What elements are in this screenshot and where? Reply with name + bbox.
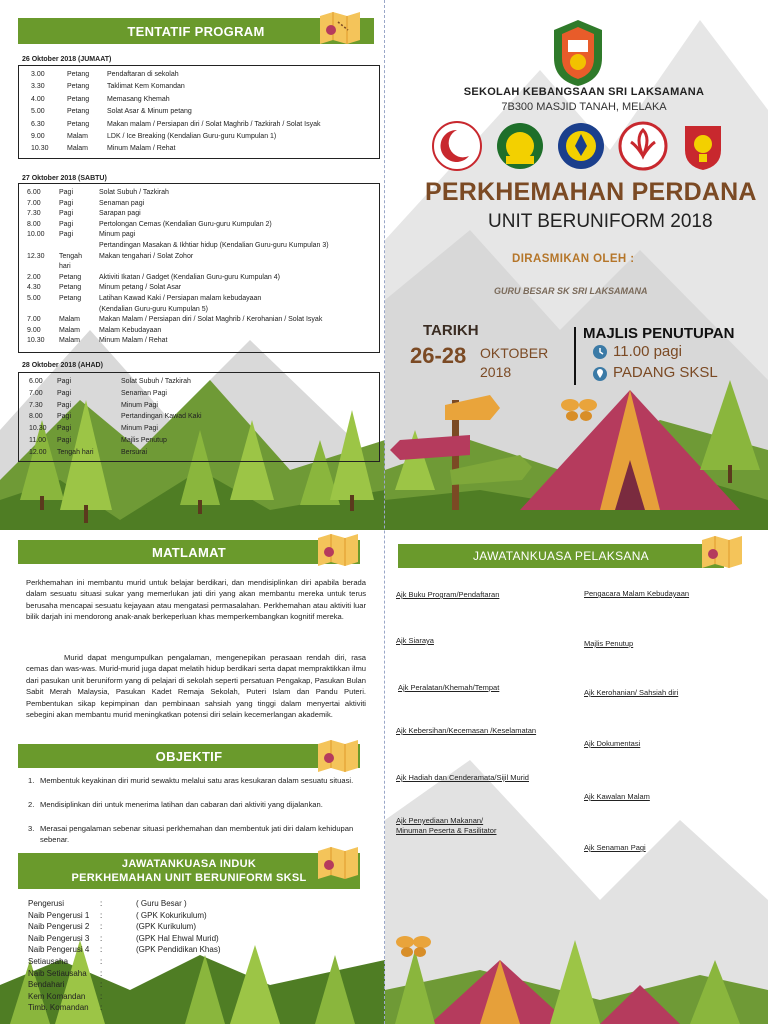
- uniform-logos: [425, 120, 761, 170]
- schedule-time: 11.00: [29, 437, 46, 444]
- day2-schedule: [18, 183, 380, 353]
- ajk-right-item: Ajk Kerohanian/ Sahsiah diri: [584, 688, 679, 697]
- map-icon: [700, 534, 744, 568]
- induk-note: ( GPK Kokurikulum): [136, 910, 207, 920]
- schedule-activity: Pertandingan Masakan & Ikhtiar hidup (Kendalian Guru-guru Kumpulan 3): [99, 242, 329, 249]
- induk-note: (GPK Hal Ehwal Murid): [136, 933, 219, 943]
- date-year: 2018: [480, 364, 512, 380]
- schedule-time: 7.30: [27, 210, 41, 218]
- schedule-activity: Solat Subuh / Tazkirah: [99, 189, 169, 196]
- schedule-session: Pagi: [57, 425, 72, 433]
- ajk-left-item: Ajk Buku Program/Pendaftaran: [396, 590, 500, 599]
- pelaksana-title: JAWATANKUASA PELAKSANA: [473, 549, 649, 563]
- officiator-name: GURU BESAR SK SRI LAKSAMANA: [494, 286, 648, 296]
- cover-title-1: PERKHEMAHAN PERDANA: [425, 178, 757, 206]
- schedule-session: Petang: [59, 273, 82, 281]
- schedule-activity: (Kendalian Guru-guru Kumpulan 5): [99, 305, 208, 313]
- schedule-session: Pagi: [59, 220, 74, 228]
- ajk-right-item: Ajk Kawalan Malam: [584, 792, 650, 801]
- induk-colon: :: [100, 980, 103, 990]
- induk-title-2: PERKHEMAHAN UNIT BERUNIFORM SKSL: [71, 872, 307, 884]
- cadet-logo-icon: [681, 120, 725, 172]
- objektif-item-text: Membentuk keyakinan diri murid sewaktu melalui satu aras kesukaran dalam sesuatu situasi.: [40, 776, 354, 785]
- matlamat-paragraph-2: Murid dapat mengumpulkan pengalaman, mengenepikan perasaan rendah diri, rasa cemas dan was-was. Murid-murid juga dapat melatih hidup berdikari serta dapat mempraktikkan ilmu dari pasukan unit beruniform yang di pelajari di sekolah seperti persatuan Pengakap, Pasukan Bulan Sabit Merah Malaysia, Pasukan Kadet Remaja Sekolah, Puteri Islam dan Pandu Puteri. Pembentukan sikap kepimpinan dan pembinaan sahsiah yang tinggi dalam menyertai aktiviti sebegini akan membantu murid meningkatkan potensi diri selain kecemerlangan akademik.: [26, 653, 366, 720]
- puteri-logo-icon: [495, 120, 545, 172]
- schedule-time: 7.30: [29, 401, 43, 409]
- schedule-activity: Solat Asar & Minum petang: [107, 108, 192, 116]
- schedule-activity: Aktiviti Ikatan / Gadget (Kendalian Guru-guru Kumpulan 4): [99, 273, 280, 281]
- induk-note: (GPK Kurikulum): [136, 922, 197, 932]
- schedule-activity: Solat Subuh / Tazkirah: [121, 378, 191, 385]
- schedule-activity: Makan Malam / Persiapan diri / Solat Maghrib / Kerohanian / Solat Isyak: [99, 316, 323, 324]
- induk-note: (GPK Pendidikan Khas): [136, 945, 221, 955]
- pelaksana-header: [398, 544, 724, 568]
- schedule-session: Pagi: [59, 189, 74, 196]
- schedule-session: Malam: [59, 316, 81, 324]
- induk-colon: :: [100, 933, 103, 943]
- ajk-left-item: Ajk Peralatan/Khemah/Tempat: [398, 683, 500, 692]
- schedule-time: 2.00: [27, 273, 41, 281]
- cover-divider: [574, 327, 576, 385]
- schedule-activity: Sarapan pagi: [99, 210, 141, 218]
- schedule-time: 10.30: [31, 145, 49, 153]
- schedule-time: 6.30: [31, 120, 45, 128]
- schedule-time: 9.00: [27, 326, 41, 334]
- schedule-activity: LDK / Ice Breaking (Kendalian Guru-guru Kumpulan 1): [107, 133, 277, 140]
- objektif-item: 3. Merasai pengalaman sebenar situasi perkhemahan dan membentuk jati diri dalam kehidupan sebenar.: [28, 823, 358, 845]
- objektif-item: 1. Membentuk keyakinan diri murid sewaktu melalui satu aras kesukaran dalam sesuatu situasi.: [28, 775, 358, 786]
- schedule-activity: Minum Pagi: [121, 401, 158, 409]
- schedule-activity: Makan malam / Persiapan diri / Solat Maghrib / Tazkirah / Solat Isyak: [107, 120, 321, 128]
- induk-colon: :: [100, 910, 103, 920]
- closing-place: PADANG SKSL: [613, 364, 718, 381]
- schedule-session: Petang: [59, 284, 82, 292]
- induk-colon: :: [100, 957, 103, 966]
- schedule-time: 8.00: [27, 220, 41, 228]
- induk-colon: :: [100, 899, 103, 908]
- schedule-activity: Minum pagi: [99, 231, 136, 239]
- ajk-right-item: Ajk Senaman Pagi: [584, 843, 646, 852]
- matlamat-header: [18, 540, 360, 564]
- schedule-session: Malam: [59, 337, 81, 345]
- day3-schedule: [18, 372, 380, 462]
- tentatif-title: TENTATIF PROGRAM: [127, 23, 265, 39]
- schedule-time: 7.00: [27, 199, 41, 207]
- schedule-time: 12.30: [27, 252, 45, 260]
- schedule-session: Petang: [67, 108, 90, 116]
- objektif-item: 2. Mendisiplinkan diri untuk menerima latihan dan cabaran dari aktiviti yang dijalankan.: [28, 799, 358, 810]
- officiated-label: DIRASMIKAN OLEH :: [512, 253, 635, 265]
- induk-role: Bendahari: [28, 980, 65, 990]
- clock-icon: [592, 344, 608, 360]
- schedule-session: Pagi: [57, 413, 72, 421]
- ajk-right-item: Majlis Penutup: [584, 639, 634, 648]
- school-crest-icon: [548, 18, 608, 88]
- schedule-session: Pagi: [59, 210, 74, 218]
- day2-label: 27 Oktober 2018 (SABTU): [22, 175, 107, 182]
- schedule-session: Pagi: [57, 389, 72, 397]
- schedule-session: Pagi: [59, 231, 74, 239]
- schedule-session: hari: [59, 263, 71, 271]
- induk-role: Naib Pengerusi 4: [28, 945, 90, 955]
- schedule-activity: Pertolongan Cemas (Kendalian Guru-guru Kumpulan 2): [99, 220, 272, 228]
- fold-line: [384, 0, 385, 1024]
- map-icon: [316, 738, 360, 772]
- induk-list: [28, 899, 358, 1021]
- schedule-session: Pagi: [57, 401, 72, 409]
- induk-colon: :: [100, 945, 103, 955]
- induk-colon: :: [100, 991, 103, 1001]
- pandu-puteri-logo-icon: [556, 120, 606, 172]
- schedule-activity: Memasang Khemah: [107, 95, 170, 103]
- schedule-activity: Minum Pagi: [121, 425, 158, 433]
- schedule-activity: Latihan Kawad Kaki / Persiapan malam kebudayaan: [99, 295, 262, 302]
- red-crescent-logo-icon: [431, 120, 483, 172]
- schedule-time: 9.00: [31, 133, 45, 140]
- schedule-time: 7.00: [27, 316, 41, 324]
- matlamat-title: MATLAMAT: [151, 544, 227, 560]
- ajk-left-item: Ajk Siaraya: [396, 636, 434, 645]
- matlamat-paragraph-1: Perkhemahan ini membantu murid untuk belajar berdikari, dan mendisiplinkan diri apabila berada dalam sesuatu situasi sukar yang memerlukan jati diri yang akan membantu mereka untuk terus berusaha mencapai sesuatu kejayaan atau mengatasi permasalahan. Perkhemahan atau aktiviti luar bilik darjah ini mendorong anak-anak berkeperluan khas memperkembangkan kognitif mereka.: [26, 578, 366, 622]
- induk-role: Pengerusi: [28, 899, 65, 908]
- ajk-left-item: Ajk Hadiah dan Cenderamata/Sijil Murid: [396, 773, 529, 782]
- schedule-activity: Minum Malam / Rehat: [107, 145, 176, 153]
- schedule-session: Petang: [67, 83, 90, 91]
- schedule-time: 3.00: [31, 71, 45, 78]
- induk-role: Naib Pengerusi 2: [28, 922, 90, 932]
- schedule-activity: Taklimat Kem Komandan: [107, 83, 185, 91]
- schedule-activity: Minum petang / Solat Asar: [99, 284, 182, 292]
- ajk-left-item: Ajk Penyediaan Makanan/: [396, 816, 484, 825]
- induk-header: [18, 853, 360, 889]
- induk-title-1: JAWATANKUASA INDUK: [121, 858, 257, 870]
- ajk-right-item: Pengacara Malam Kebudayaan: [584, 589, 690, 598]
- induk-colon: :: [100, 922, 103, 932]
- schedule-session: Pagi: [57, 437, 72, 444]
- induk-colon: :: [100, 1003, 103, 1013]
- schedule-session: Malam: [67, 133, 89, 140]
- schedule-time: 6.00: [27, 189, 41, 196]
- schedule-time: 10.30: [27, 337, 45, 345]
- induk-role: Setiausaha: [28, 957, 69, 966]
- schedule-time: 10.00: [27, 231, 45, 239]
- cover-title-2: UNIT BERUNIFORM 2018: [488, 211, 713, 232]
- schedule-session: Petang: [67, 95, 90, 103]
- schedule-activity: Minum Malam / Rehat: [99, 337, 168, 345]
- schedule-session: Petang: [59, 295, 82, 302]
- schedule-session: Pagi: [57, 378, 72, 385]
- schedule-time: 4.30: [27, 284, 41, 292]
- schedule-activity: Majlis Penutup: [121, 437, 167, 444]
- induk-role: Naib Pengerusi 3: [28, 933, 90, 943]
- schedule-activity: Senaman Pagi: [121, 389, 167, 397]
- schedule-activity: Bersurai: [121, 448, 148, 456]
- closing-time: 11.00 pagi: [613, 343, 682, 360]
- schedule-time: 5.00: [31, 108, 45, 116]
- schedule-activity: Senaman pagi: [99, 199, 145, 207]
- induk-note: ( Guru Besar ): [136, 899, 187, 908]
- day3-label: 28 Oktober 2018 (AHAD): [22, 362, 103, 369]
- schedule-time: 12.00: [29, 448, 47, 456]
- schedule-session: Malam: [59, 326, 81, 334]
- induk-colon: :: [100, 968, 103, 978]
- school-name: SEKOLAH KEBANGSAAN SRI LAKSAMANA: [463, 86, 705, 98]
- schedule-time: 10.30: [29, 425, 47, 433]
- objektif-item-text: Mendisiplinkan diri untuk menerima latihan dan cabaran dari aktiviti yang dijalankan.: [40, 800, 323, 809]
- date-label: TARIKH: [423, 322, 479, 339]
- induk-role: Naib Pengerusi 1: [28, 910, 90, 920]
- schedule-session: Tengah: [59, 252, 82, 260]
- schedule-activity: Malam Kebudayaan: [99, 326, 162, 334]
- schedule-session: Malam: [67, 145, 89, 153]
- ajk-left-item: Ajk Kebersihan/Kecemasan /Keselamatan: [396, 726, 537, 735]
- day1-schedule: [18, 65, 380, 159]
- objektif-header: [18, 744, 360, 768]
- induk-role: Timb. Komandan: [28, 1003, 89, 1013]
- objektif-item-text: Merasai pengalaman sebenar situasi perkhemahan dan membentuk jati diri dalam kehidupan sebenar.: [40, 824, 354, 844]
- ajk-right-item: Ajk Dokumentasi: [584, 739, 641, 748]
- schedule-activity: Makan tengahari / Solat Zohor: [99, 252, 194, 260]
- schedule-time: 5.00: [27, 295, 41, 302]
- schedule-time: 8.00: [29, 413, 43, 421]
- schedule-session: Tengah hari: [57, 448, 94, 456]
- day1-label: 26 Oktober 2018 (JUMAAT): [22, 56, 112, 63]
- closing-label: MAJLIS PENUTUPAN: [583, 325, 735, 342]
- induk-role: Kem Komandan: [28, 991, 86, 1001]
- map-icon: [316, 845, 360, 879]
- schedule-session: Pagi: [59, 199, 74, 207]
- schedule-time: 6.00: [29, 378, 43, 385]
- schedule-activity: Pertandingan Kawad Kaki: [121, 413, 202, 421]
- induk-role: Naib Setiausaha: [28, 968, 87, 978]
- map-icon: [316, 532, 360, 566]
- schedule-time: 4.00: [31, 95, 45, 103]
- location-pin-icon: [592, 366, 608, 382]
- schedule-activity: Pendaftaran di sekolah: [107, 71, 179, 78]
- schedule-time: 7.00: [29, 389, 43, 397]
- ajk-left-item: Minuman Peserta & Fasilitator: [396, 826, 497, 835]
- objektif-title: OBJEKTIF: [155, 748, 223, 764]
- schedule-session: Petang: [67, 71, 90, 78]
- date-days: 26-28: [410, 343, 467, 368]
- schedule-session: Petang: [67, 120, 90, 128]
- school-address: 7B300 MASJID TANAH, MELAKA: [501, 101, 667, 113]
- scout-logo-icon: [618, 120, 668, 172]
- schedule-time: 3.30: [31, 83, 45, 91]
- date-month: OKTOBER: [480, 345, 549, 361]
- map-icon: [318, 10, 362, 44]
